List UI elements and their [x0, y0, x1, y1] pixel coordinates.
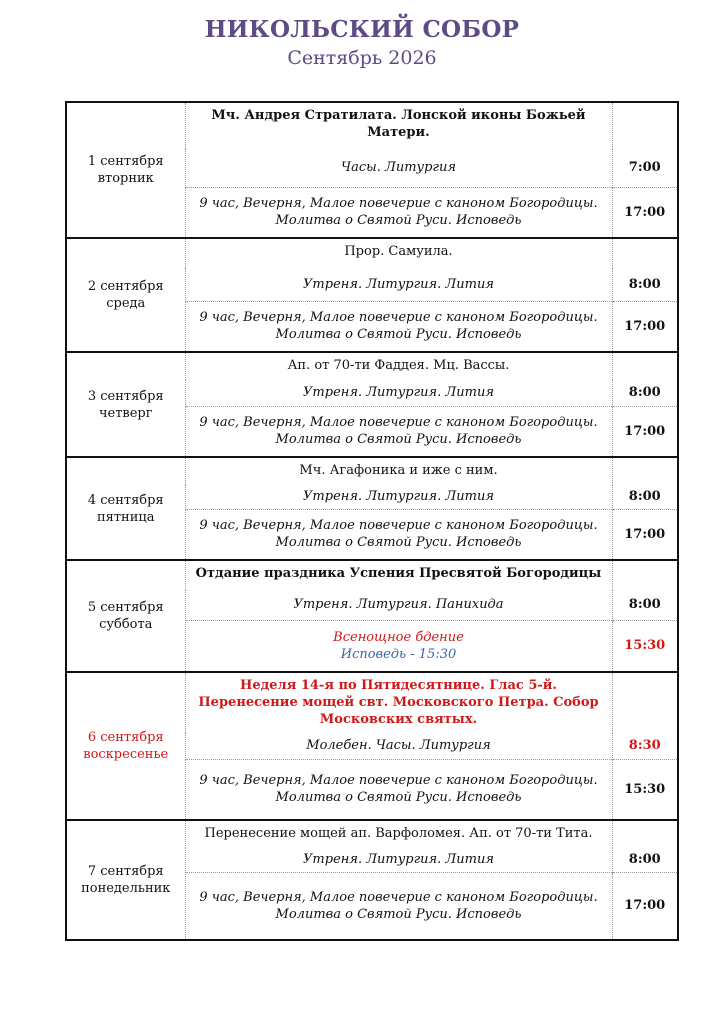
service-time: 17:00: [612, 301, 678, 352]
day-row-3: [66, 352, 678, 380]
service-time: 7:00: [612, 149, 678, 187]
service-title: 9 час, Вечерня, Малое повечерие с каноном Богородицы. Молитва о Святой Руси. Исповедь: [185, 759, 612, 820]
service-time: 15:30: [612, 759, 678, 820]
schedule-table: [65, 101, 679, 941]
service-time: 8:00: [612, 485, 678, 509]
day-date-cell: [66, 102, 185, 238]
day-date: 7 сентября: [87, 864, 164, 879]
service-title: 9 час, Вечерня, Малое повечерие с каноном Богородицы. Молитва о Святой Руси. Исповедь: [185, 509, 612, 560]
service-time: 17:00: [612, 872, 678, 940]
feast-title: Ап. от 70-ти Фаддея. Мц. Вассы.: [185, 352, 612, 380]
service-title: 9 час, Вечерня, Малое повечерие с каноном Богородицы. Молитва о Святой Руси. Исповедь: [185, 301, 612, 352]
service-time: 8:00: [612, 268, 678, 301]
service-cell: [185, 620, 612, 672]
feast-title: Перенесение мощей ап. Варфоломея. Ап. от 70-ти Тита.: [185, 820, 612, 848]
day-date: 6 сентября: [87, 730, 164, 745]
day-weekday: пятница: [97, 509, 155, 525]
day-row-1: [66, 102, 678, 149]
day-weekday: суббота: [99, 617, 153, 632]
service-time: 17:00: [612, 187, 678, 238]
service-time: 8:00: [612, 848, 678, 872]
day-row-2: [66, 238, 678, 268]
service-time: 17:00: [612, 509, 678, 560]
day-date: 2 сентября: [87, 279, 164, 294]
feast-title: Мч. Агафоника и иже с ним.: [185, 457, 612, 485]
service-time: 17:00: [612, 406, 678, 457]
day-weekday: среда: [106, 296, 146, 311]
day-date: 5 сентября: [87, 600, 164, 615]
day-date-cell: [66, 560, 185, 672]
day-row-4: [66, 457, 678, 485]
service-title: Молебен. Часы. Литургия: [306, 738, 491, 754]
day-weekday: четверг: [98, 405, 153, 421]
feast-title: Отдание праздника Успения Пресвятой Богородицы: [185, 560, 612, 590]
service-time: 8:30: [612, 733, 678, 759]
day-row-7: [66, 820, 678, 848]
service-title: Всенощное бдение: [333, 629, 464, 645]
page-subtitle: Сентябрь 2026: [287, 47, 437, 69]
service-title: 9 час, Вечерня, Малое повечерие с каноном Богородицы. Молитва о Святой Руси. Исповедь: [185, 872, 612, 940]
service-title: Часы. Литургия: [341, 160, 456, 176]
day-weekday: воскресенье: [83, 747, 169, 762]
day-date-cell: [66, 352, 185, 457]
day-date-cell: [66, 457, 185, 560]
service-time: 8:00: [612, 380, 678, 406]
page-title: НИКОЛЬСКИЙ СОБОР: [204, 16, 520, 43]
confession-note: Исповедь - 15:30: [340, 646, 457, 662]
feast-title: Неделя 14-я по Пятидесятнице. Глас 5-й. Перенесение мощей свт. Московского Петра. Собор Московских святых.: [185, 672, 612, 733]
service-time: 15:30: [612, 620, 678, 672]
day-date: 4 сентября: [87, 492, 164, 508]
service-title: Утреня. Литургия. Лития: [303, 852, 494, 868]
day-date: 3 сентября: [87, 388, 164, 404]
feast-title: Мч. Андрея Стратилата. Лонской иконы Божьей Матери.: [211, 108, 586, 140]
service-title: 9 час, Вечерня, Малое повечерие с каноном Богородицы. Молитва о Святой Руси. Исповедь: [185, 406, 612, 457]
day-row-6: [66, 672, 678, 733]
day-date: 1 сентября: [87, 154, 164, 169]
day-date-cell: [66, 238, 185, 352]
feast-title: Прор. Самуила.: [185, 238, 612, 268]
day-weekday: вторник: [97, 171, 154, 186]
service-title: Утреня. Литургия. Панихида: [293, 597, 504, 613]
day-row-5: [66, 560, 678, 590]
day-weekday: понедельник: [81, 881, 171, 896]
day-date-cell: [66, 672, 185, 820]
service-title: 9 час, Вечерня, Малое повечерие с каноном Богородицы. Молитва о Святой Руси. Исповедь: [185, 187, 612, 238]
service-title: Утреня. Литургия. Лития: [303, 276, 494, 292]
service-time: 8:00: [612, 590, 678, 620]
service-title: Утреня. Литургия. Лития: [303, 385, 494, 401]
day-date-cell: [66, 820, 185, 940]
service-title: Утреня. Литургия. Лития: [303, 489, 494, 505]
